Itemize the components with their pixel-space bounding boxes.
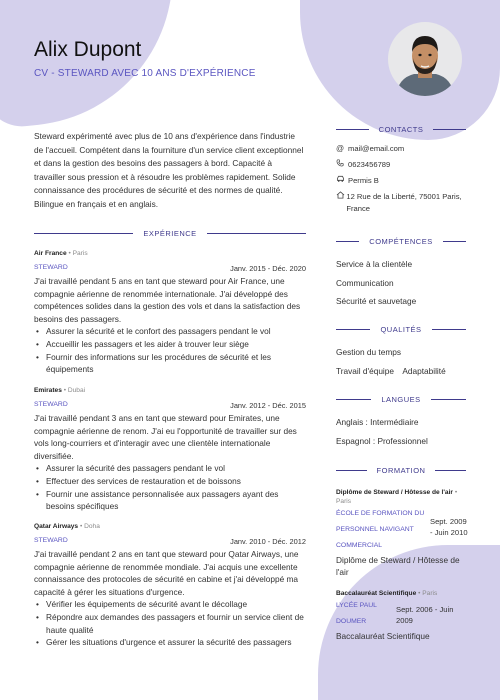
- degree-title: Baccalauréat Scientifique: [336, 590, 417, 597]
- list-item: • Accueillir les passagers et les aider à trouver leur siège: [34, 338, 306, 351]
- address-text: 12 Rue de la Liberté, 75001 Paris, France: [346, 192, 462, 213]
- list-item: • Assurer la sécurité des passagers pendant le vol: [34, 462, 306, 475]
- degree-name: Baccalauréat Scientifique: [336, 631, 430, 641]
- language-item: Anglais : Intermédiaire: [336, 417, 419, 427]
- at-icon: @: [336, 144, 345, 153]
- quality-item: Travail d'équipe: [336, 365, 395, 376]
- heading-divider: [435, 470, 466, 471]
- contact-phone: [336, 159, 468, 171]
- languages-heading: [336, 395, 466, 404]
- company-line: Emirates • Dubai: [34, 387, 86, 394]
- company-name: Emirates: [34, 387, 62, 394]
- experience-item: [34, 250, 306, 376]
- quality-item: Gestion du temps: [336, 347, 402, 357]
- car-icon: [336, 175, 348, 187]
- job-description: J'ai travaillé pendant 2 ans en tant que steward pour Qatar Airways, une compagnie aérienne de renommée mondiale. J'ai acquis une excellente connaissance des protocoles de sécurité en cabine et j'ai développé ma capacité à gérer les situations d'urgence.: [34, 549, 299, 597]
- role-row: [34, 537, 306, 546]
- qualities-heading: [336, 325, 466, 334]
- contact-email: [336, 143, 468, 155]
- degree-name: Diplôme de Steward / Hôtesse de l'air: [336, 555, 460, 577]
- company-name: Qatar Airways: [34, 523, 79, 530]
- list-item: • Répondre aux demandes des passagers et fournir un service client de haute qualité: [34, 611, 306, 636]
- degree-line: Diplôme de Steward / Hôtesse de l'air • Paris: [336, 489, 458, 505]
- heading-divider: [443, 241, 466, 242]
- company-name: Air France: [34, 250, 67, 257]
- contacts-heading: [336, 125, 466, 134]
- company-line: Qatar Airways • Doha: [34, 523, 100, 530]
- contact-license: [336, 175, 468, 187]
- license-text: Permis B: [348, 176, 379, 185]
- skill-item: Communication: [336, 277, 394, 288]
- job-role: STEWARD: [34, 401, 68, 408]
- heading-divider: [336, 129, 369, 130]
- phone-text: 0623456789: [348, 160, 391, 169]
- job-bullets: [34, 462, 306, 512]
- home-icon: [336, 191, 346, 203]
- company-location: Doha: [84, 523, 100, 530]
- company-location: Dubai: [67, 387, 86, 394]
- contacts-title: CONTACTS: [378, 125, 424, 134]
- list-item: • Fournir des informations sur les procédures de sécurité et les équipements: [34, 351, 306, 376]
- heading-divider: [207, 233, 306, 234]
- job-dates: Janv. 2012 - Déc. 2015: [230, 401, 306, 410]
- job-bullets: [34, 325, 306, 375]
- heading-divider: [431, 399, 466, 400]
- job-dates: Janv. 2010 - Déc. 2012: [230, 537, 306, 546]
- candidate-name: Alix Dupont: [34, 38, 142, 61]
- list-item: • Effectuer des services de restauration et de boissons: [34, 475, 306, 488]
- quality-item: Adaptabilité: [402, 365, 446, 376]
- decorative-blob-top-left: [0, 0, 187, 130]
- avatar: [388, 22, 462, 96]
- experience-title: EXPÉRIENCE: [143, 229, 197, 238]
- profile-summary: Steward expérimenté avec plus de 10 ans d'expérience dans l'industrie de l'accueil. Compétent dans la fourniture d'un service client exceptionnel et dans la gestion des besoins des passagers à bord. Capacité à travailler sous pression et à résoudre les problèmes rapidement. Solide connaissance des procédures de sécurité et des normes de qualité. Bilingue en français et en anglais.: [34, 131, 304, 209]
- education-item: [336, 589, 468, 642]
- job-description: J'ai travaillé pendant 5 ans en tant que steward pour Air France, une compagnie aérienne de renommée internationale. J'ai développé des compétences solides dans la gestion des vols et dans la satisfaction des besoins des passagers.: [34, 276, 301, 324]
- education-dates: Sept. 2009 - Juin 2010: [430, 517, 468, 537]
- heading-divider: [336, 470, 367, 471]
- list-item: • Fournir une assistance personnalisée aux passagers ayant des besoins spécifiques: [34, 488, 306, 513]
- school-name: LYCÉE PAUL DOUMER: [336, 602, 377, 625]
- job-dates: Janv. 2015 - Déc. 2020: [230, 264, 306, 273]
- contacts-list: [336, 143, 468, 215]
- list-item: • Assurer la sécurité et le confort des passagers pendant le vol: [34, 325, 306, 338]
- contact-address: [336, 191, 468, 215]
- education-dates: Sept. 2006 - Juin 2009: [396, 605, 454, 625]
- experience-item: [34, 387, 306, 513]
- job-role: STEWARD: [34, 537, 68, 544]
- heading-divider: [432, 329, 466, 330]
- profile-photo: [388, 22, 462, 96]
- qualities-title: QUALITÉS: [380, 325, 422, 334]
- language-item: Espagnol : Professionnel: [336, 435, 428, 446]
- job-role: STEWARD: [34, 264, 68, 271]
- heading-divider: [336, 329, 370, 330]
- heading-divider: [433, 129, 466, 130]
- education-title: FORMATION: [376, 466, 426, 475]
- skill-item: Service à la clientèle: [336, 259, 413, 269]
- heading-divider: [336, 241, 359, 242]
- degree-location: Paris: [336, 498, 352, 505]
- languages-list: [336, 413, 428, 450]
- heading-divider: [336, 399, 371, 400]
- school-name: ÉCOLE DE FORMATION DU PERSONNEL NAVIGANT COMMERCIAL: [336, 510, 425, 549]
- company-line: Air France • Paris: [34, 250, 88, 257]
- email-text: mail@email.com: [348, 144, 405, 153]
- phone-icon: [336, 159, 348, 171]
- job-description: J'ai travaillé pendant 3 ans en tant que steward pour Emirates, une compagnie aérienne de renom. J'ai eu l'opportunité de travailler sur des vols long-courriers et d'interagir avec une clientèle internationale diversifiée.: [34, 413, 297, 461]
- education-heading: [336, 466, 466, 475]
- list-item: • Vérifier les équipements de sécurité avant le décollage: [34, 598, 306, 611]
- list-item: • Gérer les situations d'urgence et assurer la sécurité des passagers: [34, 636, 306, 649]
- heading-divider: [34, 233, 133, 234]
- experience-item: [34, 523, 306, 649]
- cv-subtitle: CV - STEWARD AVEC 10 ANS D'EXPÉRIENCE: [34, 68, 256, 79]
- languages-title: LANGUES: [381, 395, 421, 404]
- skills-list: [336, 255, 416, 311]
- degree-line: Baccalauréat Scientifique • Paris: [336, 590, 438, 597]
- degree-title: Diplôme de Steward / Hôtesse de l'air: [336, 489, 453, 496]
- skills-title: COMPÉTENCES: [369, 237, 433, 246]
- education-item: [336, 488, 468, 578]
- role-row: [34, 264, 306, 273]
- quality-row: [336, 362, 446, 381]
- role-row: [34, 401, 306, 410]
- company-location: Paris: [72, 250, 88, 257]
- degree-location: Paris: [422, 590, 438, 597]
- experience-heading: [34, 229, 306, 238]
- job-bullets: [34, 598, 306, 648]
- skills-heading: [336, 237, 466, 246]
- skill-item: Sécurité et sauvetage: [336, 296, 417, 306]
- qualities-list: [336, 343, 446, 380]
